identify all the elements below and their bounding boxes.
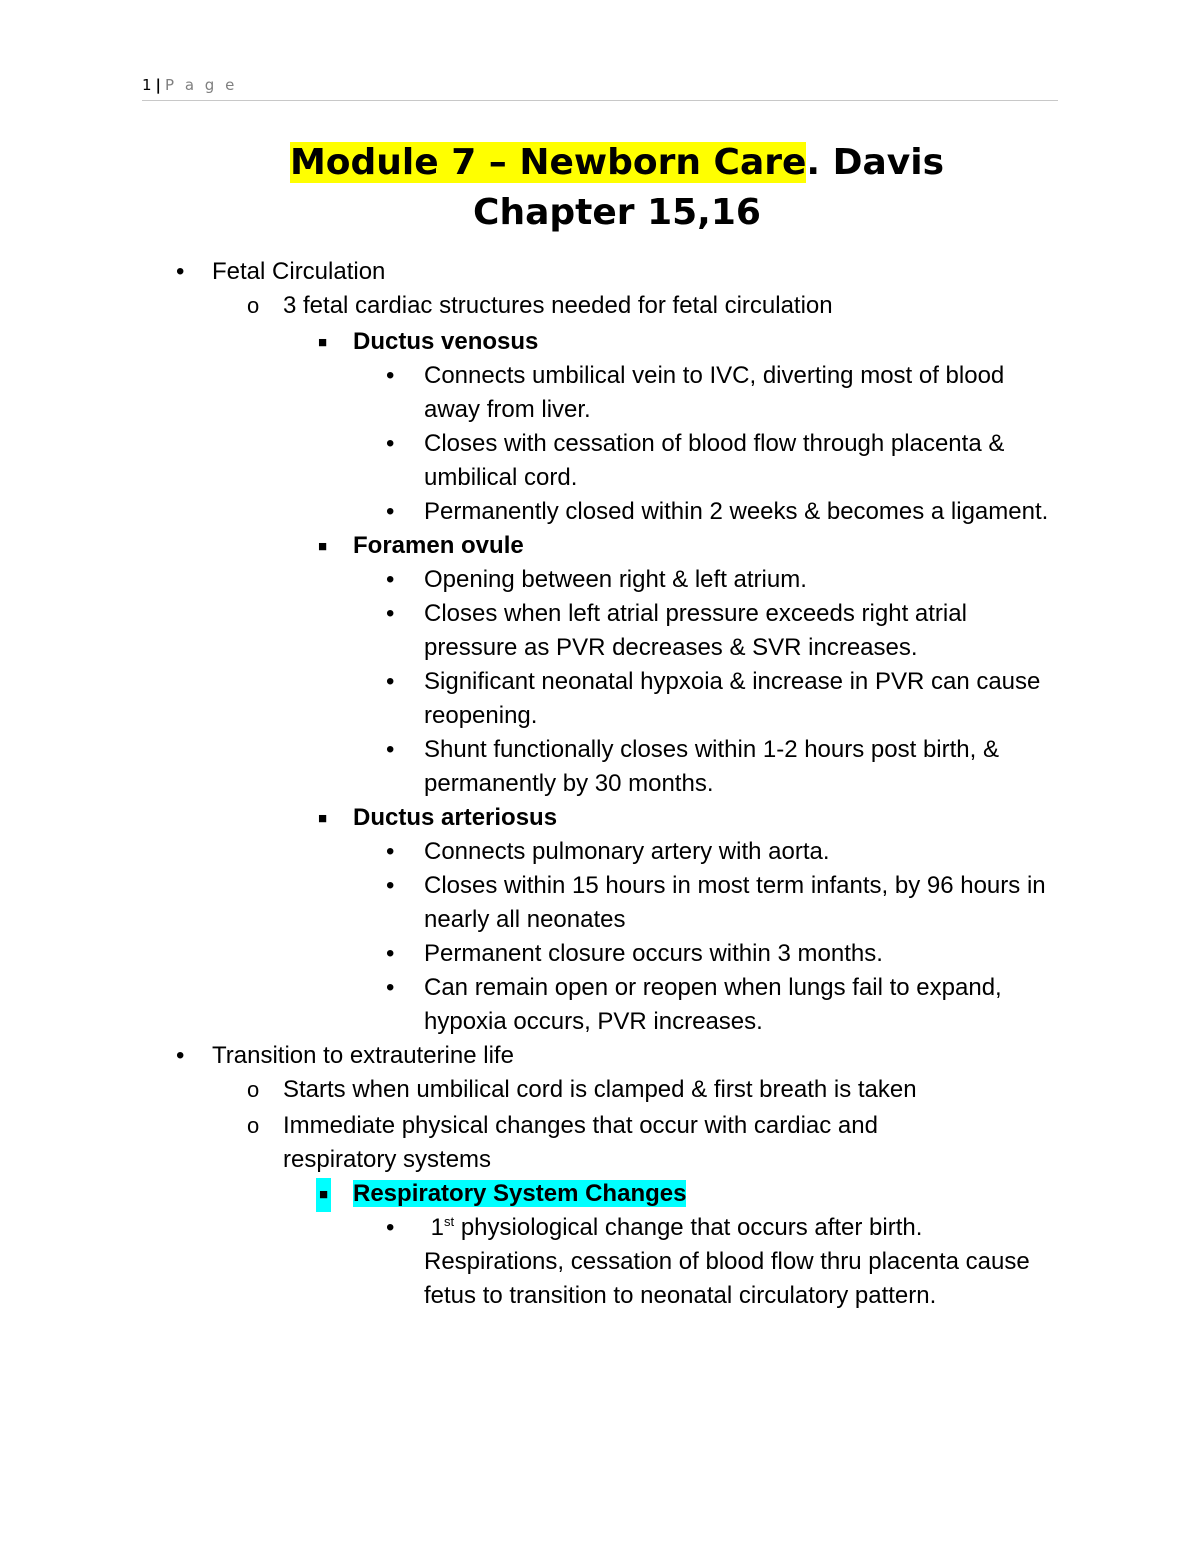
list-item-text: Significant neonatal hypxoia & increase in PVR can cause reopening. <box>424 668 1041 729</box>
list-item-text: Opening between right & left atrium. <box>424 566 807 593</box>
ordinal-number: 1 <box>430 1214 445 1241</box>
list-item-text: Immediate physical changes that occur with cardiac and respiratory systems <box>283 1112 878 1173</box>
bullet-disc-icon: • <box>386 872 395 899</box>
list-item <box>0 427 1200 495</box>
list-item <box>0 563 1200 597</box>
ordinal-suffix: st <box>444 1214 455 1229</box>
title-line2: Chapter 15,16 <box>473 192 761 233</box>
list-item <box>0 255 1200 289</box>
bullet-circle-icon: o <box>247 1113 260 1138</box>
bullet-disc-icon: • <box>386 498 395 525</box>
list-item <box>0 869 1200 937</box>
list-item-text: Closes when left atrial pressure exceeds right atrial pressure as PVR decreases & SVR increases. <box>424 600 967 661</box>
bullet-disc-icon: • <box>176 1042 185 1069</box>
page-header <box>142 74 1058 101</box>
list-item <box>0 529 1200 563</box>
bullet-square-icon: ■ <box>318 810 328 827</box>
bullet-disc-icon: • <box>386 940 395 967</box>
list-item <box>0 1073 1200 1107</box>
list-item <box>0 289 1200 323</box>
bullet-circle-icon: o <box>247 1077 260 1102</box>
list-item <box>0 1039 1200 1073</box>
transition-heading: Transition to extrauterine life <box>212 1042 514 1069</box>
document-title <box>142 138 1092 238</box>
outline <box>0 255 1200 1313</box>
list-item <box>0 1177 1200 1211</box>
bullet-disc-icon: • <box>386 838 395 865</box>
list-item-text: Starts when umbilical cord is clamped & first breath is taken <box>283 1076 917 1103</box>
bullet-disc-icon: • <box>386 600 395 627</box>
foramen-ovule-heading: Foramen ovule <box>353 532 524 559</box>
list-item <box>0 495 1200 529</box>
list-item-text: Connects umbilical vein to IVC, diverting most of blood away from liver. <box>424 362 1005 423</box>
list-item-text: Closes within 15 hours in most term infants, by 96 hours in nearly all neonates <box>424 872 1046 933</box>
list-item-text: Shunt functionally closes within 1-2 hours post birth, & permanently by 30 months. <box>424 736 999 797</box>
list-item <box>0 971 1200 1039</box>
list-item-text: Permanently closed within 2 weeks & becomes a ligament. <box>424 498 1049 525</box>
list-item <box>0 801 1200 835</box>
list-item <box>0 1109 1200 1177</box>
bullet-disc-icon: • <box>386 668 395 695</box>
list-item <box>0 1211 1200 1313</box>
respiratory-point-text: physiological change that occurs after birth. Respirations, cessation of blood flow thru placenta cause fetus to transition to neonatal circulatory pattern. <box>424 1214 1030 1309</box>
respiratory-changes-heading: Respiratory System Changes <box>353 1180 687 1207</box>
title-rest: . Davis <box>806 142 945 183</box>
bullet-disc-icon: • <box>386 566 395 593</box>
bullet-disc-icon: • <box>386 430 395 457</box>
list-item-text: Permanent closure occurs within 3 months. <box>424 940 883 967</box>
fetal-circulation-heading: Fetal Circulation <box>212 258 386 285</box>
list-item <box>0 359 1200 427</box>
list-item-text <box>424 1211 1044 1313</box>
title-highlighted: Module 7 – Newborn Care <box>289 142 807 183</box>
list-item <box>0 835 1200 869</box>
page-label: P a g e <box>165 76 238 94</box>
bullet-disc-icon: • <box>386 736 395 763</box>
header-separator: | <box>155 76 162 94</box>
list-item <box>0 733 1200 801</box>
ductus-arteriosus-heading: Ductus arteriosus <box>353 804 558 831</box>
ductus-venosus-heading: Ductus venosus <box>353 328 539 355</box>
bullet-disc-icon: • <box>386 1214 395 1241</box>
page-number: 1 <box>142 76 152 94</box>
bullet-square-icon: ■ <box>316 1178 331 1212</box>
bullet-square-icon: ■ <box>318 334 328 351</box>
structures-intro: 3 fetal cardiac structures needed for fetal circulation <box>283 292 833 319</box>
list-item-text: Connects pulmonary artery with aorta. <box>424 838 830 865</box>
bullet-disc-icon: • <box>386 974 395 1001</box>
bullet-disc-icon: • <box>386 362 395 389</box>
list-item <box>0 597 1200 665</box>
bullet-circle-icon: o <box>247 293 260 318</box>
list-item <box>0 937 1200 971</box>
list-item <box>0 325 1200 359</box>
list-item <box>0 665 1200 733</box>
list-item-text: Can remain open or reopen when lungs fail to expand, hypoxia occurs, PVR increases. <box>424 974 1002 1035</box>
bullet-square-icon: ■ <box>318 538 328 555</box>
bullet-disc-icon: • <box>176 258 185 285</box>
list-item-text: Closes with cessation of blood flow through placenta & umbilical cord. <box>424 430 1005 491</box>
